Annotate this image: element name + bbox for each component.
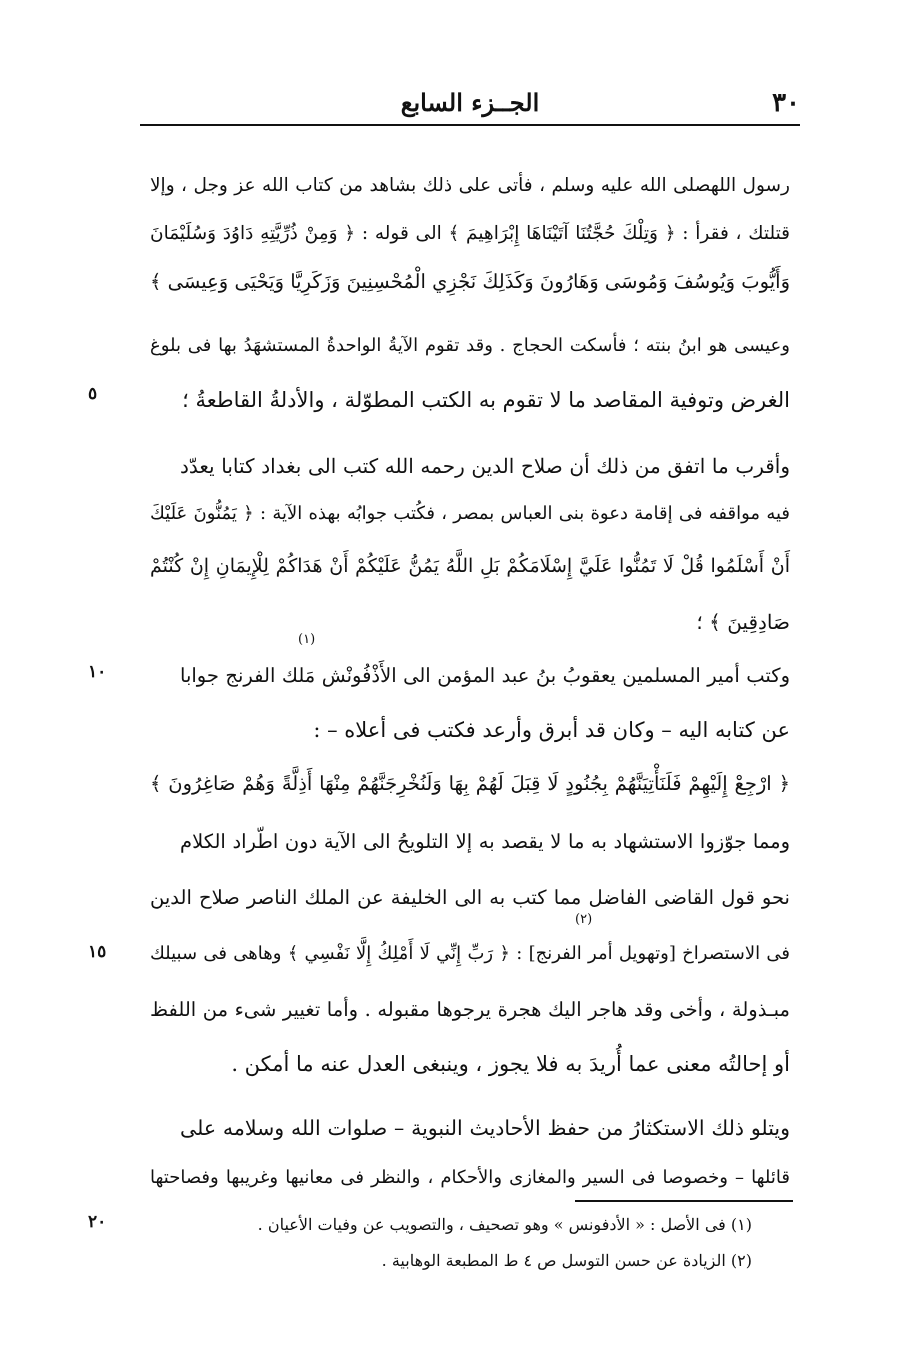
running-head: الجــزء السابع xyxy=(400,88,540,117)
text-line: قائلها – وخصوصا فى السير والمغازى والأحكام ، والنظر فى معانيها وغريبها وفصاحتها xyxy=(150,1167,790,1188)
text-line: وَأَيُّوبَ وَيُوسُفَ وَمُوسَى وَهَارُونَ وَكَذَلِكَ نَجْزِي الْمُحْسِنِينَ وَزَكَرِيَّا وَيَحْيَى وَعِيسَى ﴾ xyxy=(150,270,790,293)
line-number-margin: ٢٠ xyxy=(88,1212,107,1232)
text-line: قتلتك ، فقرأ : ﴿ وَتِلْكَ حُجَّتُنَا آتَيْنَاهَا إِبْرَاهِيمَ ﴾ الى قوله : ﴿ وَمِنْ ذُرِّيَّتِهِ دَاوُدَ وَسُلَيْمَانَ xyxy=(150,223,790,244)
text-line: صَادِقِينَ ﴾ ؛ xyxy=(696,610,790,634)
line-number-margin: ١٠ xyxy=(88,662,107,682)
text-line: وكتب أمير المسلمين يعقوبُ بنُ عبد المؤمن الى الأَذْفُونْش مَلك الفرنج جوابا xyxy=(180,664,790,687)
line-number-margin: ١٥ xyxy=(88,942,107,962)
text-line: رسول اللهصلى الله عليه وسلم ، فأتى على ذلك بشاهد من كتاب الله عز وجل ، وإلا xyxy=(150,175,790,196)
text-line: ومما جوّزوا الاستشهاد به ما لا يقصد به إلا التلويحُ الى الآية دون اطّراد الكلام xyxy=(180,830,790,853)
text-line: أو إحالتُه معنى عما أُريدَ به فلا يجوز ، وينبغى العدل عنه ما أمكن . xyxy=(231,1052,790,1076)
page-number: ٣٠ xyxy=(772,88,800,118)
text-line: فى الاستصراخ [وتهويل أمر الفرنج] : ﴿ رَبِّ إِنِّي لَا أَمْلِكُ إِلَّا نَفْسِي ﴾ وهاهى فى سبيلك xyxy=(150,943,790,964)
footnote-divider xyxy=(575,1200,793,1202)
footnote: (١) فى الأصل : « الأدفونس » وهو تصحيف ، والتصويب عن وفيات الأعيان . xyxy=(257,1215,752,1234)
line-number-margin: ٥ xyxy=(88,384,98,404)
text-line: نحو قول القاضى الفاضل مما كتب به الى الخليفة عن الملك الناصر صلاح الدين xyxy=(150,886,790,909)
footnote: (٢) الزيادة عن حسن التوسل ص ٤ ط المطبعة الوهابية . xyxy=(381,1251,752,1270)
text-line: ويتلو ذلك الاستكثارُ من حفظ الأحاديث النبوية – صلوات الله وسلامه على xyxy=(180,1116,790,1140)
text-line: ﴿ ارْجِعْ إِلَيْهِمْ فَلَنَأْتِيَنَّهُمْ بِجُنُودٍ لَا قِبَلَ لَهُمْ بِهَا وَلَنُخْرِجَنَّهُمْ مِنْهَا أَذِلَّةً وَهُمْ صَاغِرُونَ ﴾ xyxy=(150,772,790,795)
footnote-marker: (١) xyxy=(298,632,316,647)
page-header xyxy=(140,84,800,126)
text-line: وعيسى هو ابنُ بنته ؛ فأسكت الحجاج . وقد تقوم الآيةُ الواحدةُ المستشهَدُ بها فى بلوغ xyxy=(150,335,790,356)
text-line: فيه مواقفه فى إقامة دعوة بنى العباس بمصر ، فكُتب جوابُه بهذه الآية : ﴿ يَمُنُّونَ عَلَيْكَ xyxy=(150,503,790,524)
text-line: عن كتابه اليه – وكان قد أبرق وأرعد فكتب فى أعلاه – : xyxy=(313,718,790,742)
text-line: أَنْ أَسْلَمُوا قُلْ لَا تَمُنُّوا عَلَيَّ إِسْلَامَكُمْ بَلِ اللَّهُ يَمُنُّ عَلَيْكُمْ أَنْ هَدَاكُمْ لِلْإِيمَانِ إِنْ كُنْتُمْ xyxy=(150,555,790,577)
footnote-marker: (٢) xyxy=(575,912,593,927)
text-line: مبـذولة ، وأخى وقد هاجر اليك هجرة يرجوها مقبوله . وأما تغيير شىء من اللفظ xyxy=(150,998,790,1021)
text-line: الغرض وتوفية المقاصد ما لا تقوم به الكتب المطوّلة ، والأدلةُ القاطعةُ ؛ xyxy=(182,388,790,412)
text-line: وأقرب ما اتفق من ذلك أن صلاح الدين رحمه الله كتب الى بغداد كتابا يعدّد xyxy=(180,454,790,478)
